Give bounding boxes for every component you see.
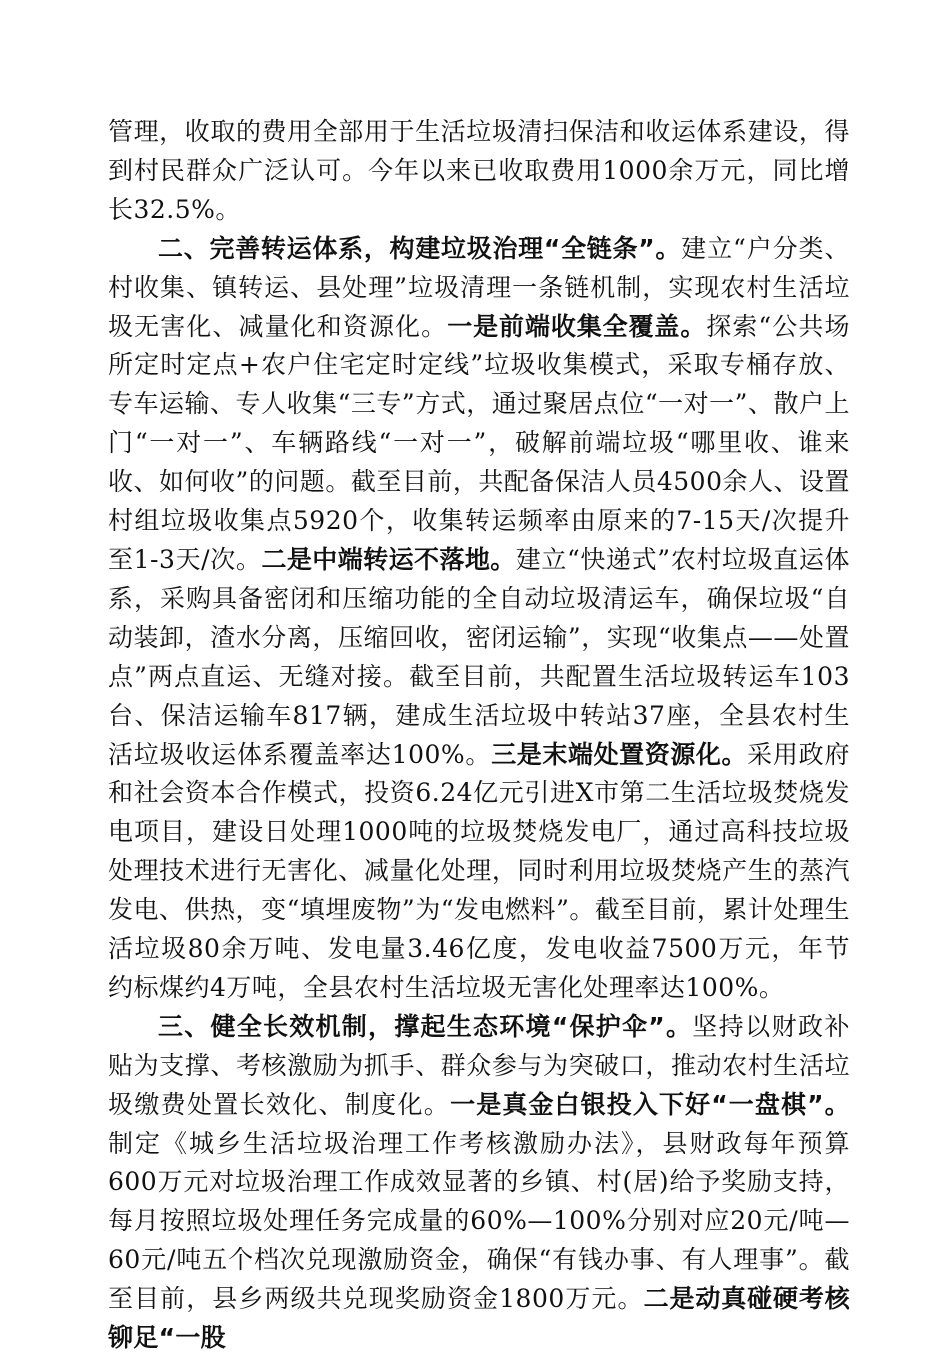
body-text: 探索“公共场所定时定点+农户住宅定时定线”垃圾收集模式，采取专桶存放、专车运输、专人收集“三专”方式，通过聚居点位“一对一”、散户上门“一对一”、车辆路线“一对一”，破解前端垃圾“哪里收、谁来收、如何收”的问题。截至目前，共配备保洁人员4500余人、设置村组垃圾收集点5920个，收集转运频率由原来的7-15天/次提升至1-3天/次。: [108, 311, 850, 574]
document-page: [108, 113, 850, 1358]
paragraph-fee-usage: [108, 113, 850, 230]
subheading-front-end: 一是前端收集全覆盖。: [447, 311, 707, 341]
body-text: 采用政府和社会资本合作模式，投资6.24亿元引进X市第二生活垃圾焚烧发电项目，建设日处理1000吨的垃圾焚烧发电厂，通过高科技垃圾处理技术进行无害化、减量化处理，同时利用垃圾焚烧产生的蒸汽发电、供热，变“填埋废物”为“发电燃料”。截至目前，累计处理生活垃圾80余万吨、发电量3.46亿度，发电收益7500万元，年节约标煤约4万吨，全县农村生活垃圾无害化处理率达100%。: [108, 739, 850, 1002]
paragraph-long-term-mechanism: [108, 1008, 850, 1358]
section-heading-mechanism: 三、健全长效机制，撑起生态环境“保护伞”。: [158, 1011, 693, 1041]
section-heading-transfer: 二、完善转运体系，构建垃圾治理“全链条”。: [158, 233, 682, 263]
body-text: 制定《城乡生活垃圾治理工作考核激励办法》，县财政每年预算600万元对垃圾治理工作成效显著的乡镇、村(居)给予奖励支持，每月按照垃圾处理任务完成量的60%—100%分别对应20元/吨—60元/吨五个档次兑现激励资金，确保“有钱办事、有人理事”。截至目前，县乡两级共兑现奖励资金1800万元。: [108, 1128, 850, 1314]
body-text: 管理，收取的费用全部用于生活垃圾清扫保洁和收运体系建设，得到村民群众广泛认可。今年以来已收取费用1000余万元，同比增长32.5%。: [108, 117, 850, 224]
subheading-funding: 一是真金白银投入下好“一盘棋”。: [450, 1089, 850, 1119]
subheading-mid-end: 二是中端转运不落地。: [261, 544, 516, 574]
body-text: 坚持以财政补贴为支撑、考核激励为抓手、群众参与为突破口，推动农村生活垃圾缴费处置长效化、制度化。: [108, 1011, 850, 1119]
body-text: 建立“快递式”农村垃圾直运体系，采购具备密闭和压缩功能的全自动垃圾清运车，确保垃圾“自动装卸，渣水分离，压缩回收，密闭运输”，实现“收集点——处置点”两点直运、无缝对接。截至目前，共配置生活垃圾转运车103台、保洁运输车817辆，建成生活垃圾中转站37座，全县农村生活垃圾收运体系覆盖率达100%。: [108, 544, 850, 769]
paragraph-transfer-system: [108, 230, 850, 1008]
subheading-assessment: 二是动真碰硬考核铆足“一股: [108, 1284, 851, 1353]
body-text: 建立“户分类、村收集、镇转运、县处理”垃圾清理一条链机制，实现农村生活垃圾无害化、减量化和资源化。: [108, 233, 850, 341]
subheading-back-end: 三是末端处置资源化。: [491, 739, 748, 769]
